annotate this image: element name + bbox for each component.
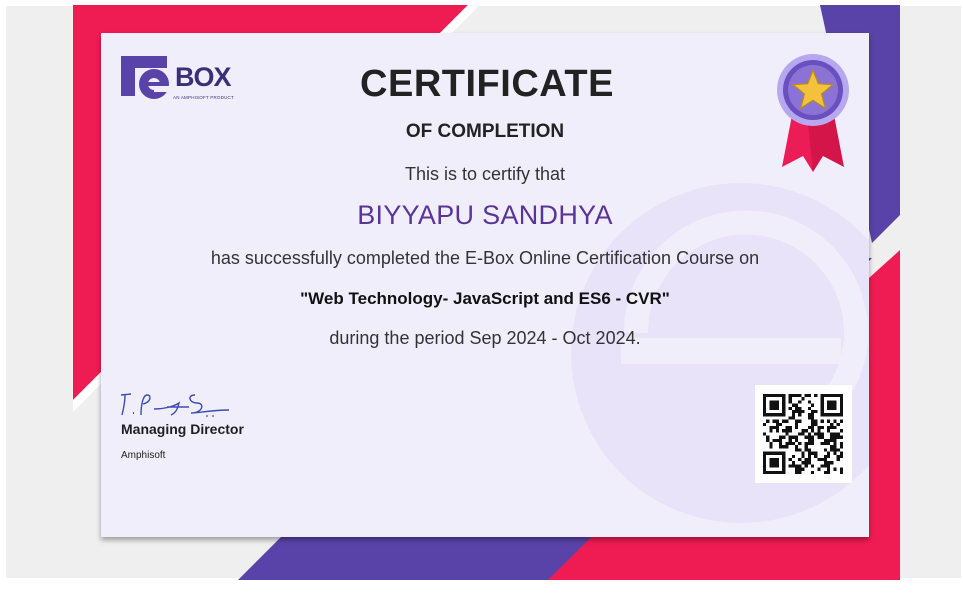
recipient-name: BIYYAPU SANDHYA [357, 200, 613, 230]
logo-tagline: AN AMPHISOFT PRODUCT [173, 95, 234, 100]
certificate-subtitle: OF COMPLETION [405, 121, 565, 142]
certify-text: This is to certify that [404, 164, 566, 184]
certificate-title: CERTIFICATE [360, 63, 614, 105]
signature-image [119, 383, 231, 419]
period-text: during the period Sep 2024 - Oct 2024. [329, 328, 641, 348]
signatory-organization: Amphisoft [121, 450, 166, 461]
course-name: "Web Technology- JavaScript and ES6 - CVR" [300, 289, 670, 308]
watermark [101, 33, 869, 537]
signatory-role: Managing Director [121, 421, 244, 437]
qr-code-icon[interactable] [755, 385, 852, 483]
logo-wordmark: BOX [175, 62, 231, 92]
qr-modules [763, 394, 843, 474]
star-medal-icon [773, 52, 853, 172]
completion-text: has successfully completed the E-Box Online Certification Course on [210, 248, 760, 268]
certificate-card [101, 33, 869, 537]
